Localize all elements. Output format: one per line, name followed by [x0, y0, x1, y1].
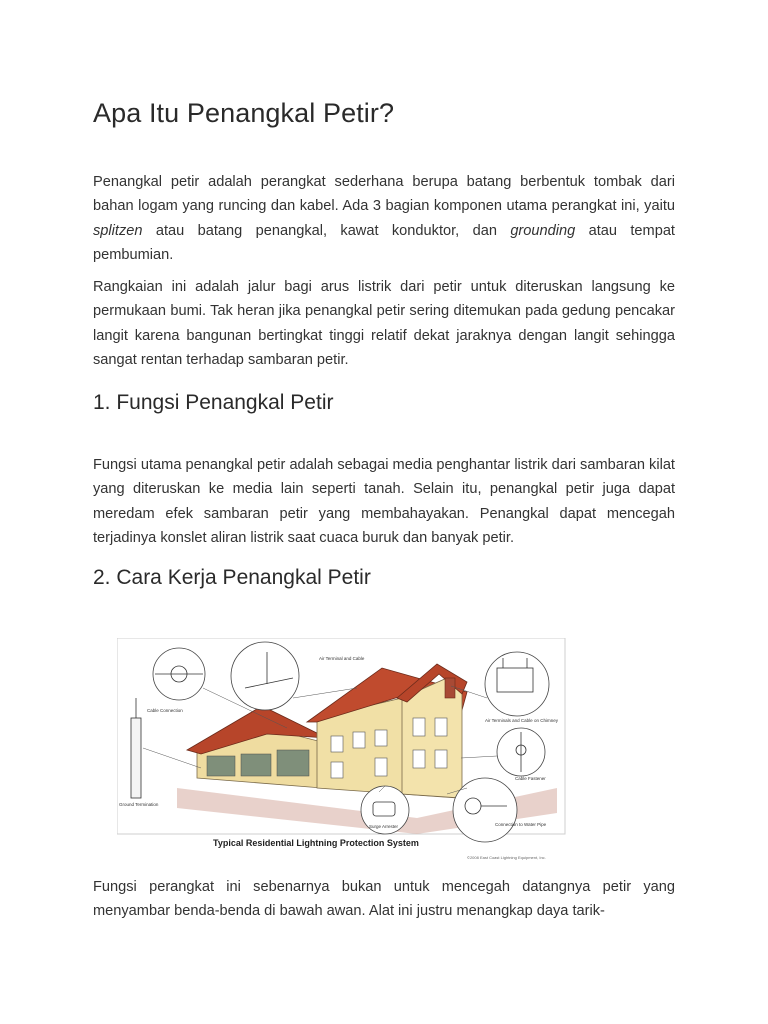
section-cara-kerja-paragraph: Fungsi perangkat ini sebenarnya bukan untuk mencegah datangnya petir yang menyambar benda-benda di bawah awan. Alat ini justru menangkap daya tarik- — [93, 879, 675, 920]
page-title: Apa Itu Penangkal Petir? — [93, 98, 395, 128]
intro-paragraph-1: Penangkal petir adalah perangkat sederhana berupa batang berbentuk tombak dari bahan logam yang runcing dan kabel. Ada 3 bagian komponen utama perangkat ini, yaitu splitzen atau batang penangkal, kawat konduktor, dan grounding atau tempat pembumian. — [93, 174, 675, 264]
label-air-terminal: Air Terminal and Cable — [319, 656, 365, 661]
label-ground-termination: Ground Termination — [119, 802, 159, 807]
term-grounding: grounding — [510, 222, 576, 239]
label-chimney: Air Terminals and Cable on Chimney — [485, 718, 558, 723]
label-water-pipe: Connection to Water Pipe — [495, 822, 547, 827]
figure-credit: ©2008 East Coast Lightning Equipment, Inc. — [467, 855, 546, 860]
figure-caption: Typical Residential Lightning Protection System — [213, 838, 419, 848]
label-cable-fastener: Cable Fastener — [515, 776, 546, 781]
section-heading-fungsi: 1. Fungsi Penangkal Petir — [93, 391, 334, 414]
term-splitzen: splitzen — [93, 222, 143, 239]
intro-paragraph-2: Rangkaian ini adalah jalur bagi arus listrik dari petir untuk diteruskan langsung ke permukaan bumi. Tak heran jika penangkal petir sering ditemukan pada gedung pencakar langit karena bangunan bertingkat tinggi relatif dekat jaraknya dengan langit sehingga sangat rentan terhadap sambaran petir. — [93, 279, 675, 369]
label-cable-connection: Cable Connection — [147, 708, 183, 713]
lightning-protection-figure — [117, 638, 589, 864]
section-fungsi-paragraph: Fungsi utama penangkal petir adalah sebagai media penghantar listrik dari sambaran kilat yang diteruskan ke media lain seperti tanah. Selain itu, penangkal petir juga dapat meredam efek sambaran petir yang membahayakan. Penangkal dapat mencegah terjadinya konslet aliran listrik saat cuaca buruk dan banyak petir. — [93, 457, 675, 547]
section-heading-cara-kerja: 2. Cara Kerja Penangkal Petir — [93, 566, 371, 589]
label-surge-arrester: Surge Arrester — [369, 824, 399, 829]
